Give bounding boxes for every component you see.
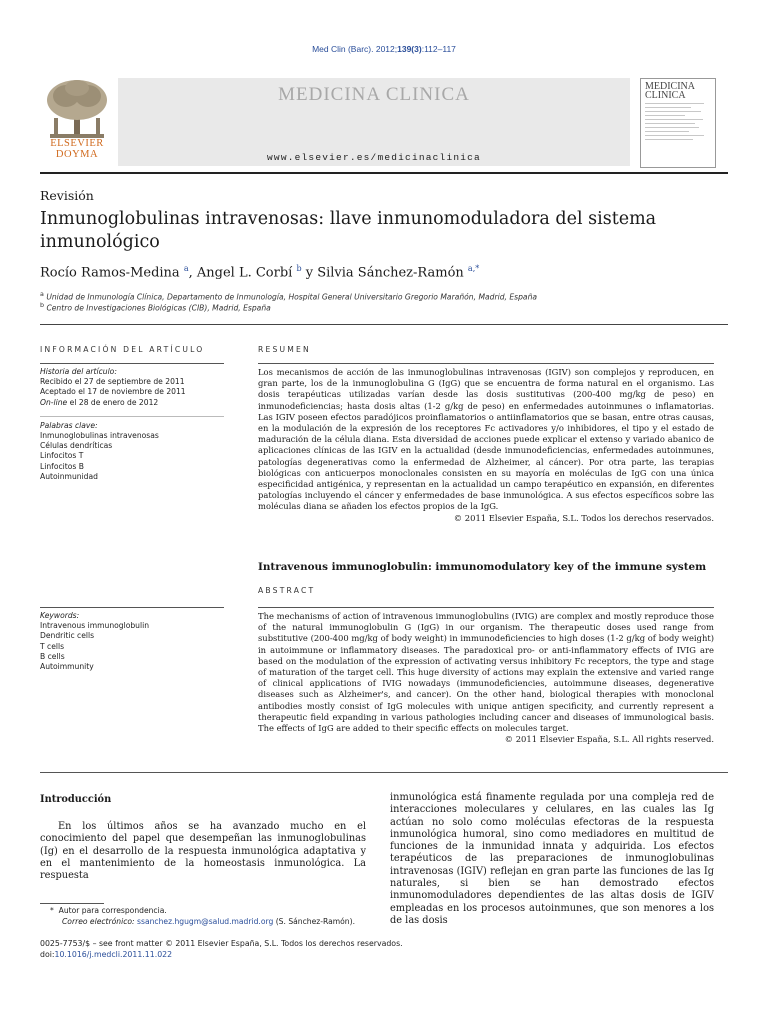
abstract-block [258,607,714,745]
history-label: Historia del artículo: [40,367,117,376]
journal-url-link[interactable]: www.elsevier.es/medicinaclinica [267,152,481,163]
introduction-heading: Introducción [40,794,112,805]
accepted-date: Aceptado el 17 de noviembre de 2011 [40,387,186,397]
doi-link[interactable]: 10.1016/j.medcli.2011.11.022 [54,950,173,959]
keywords-en-label: Keywords: [40,611,80,620]
abstract-copyright: © 2011 Elsevier España, S.L. All rights reserved. [504,734,714,745]
received-date: Recibido el 27 de septiembre de 2011 [40,377,185,387]
keywords-es-label: Palabras clave: [40,420,98,430]
article-history [40,363,224,482]
publisher-name: ELSEVIER DOYMA [50,138,104,160]
abstract-rule [40,772,728,773]
keyword-item: Autoimmunity [40,662,94,672]
resumen-text: Los mecanismos de acción de las inmunoglobulinas intravenosas (IGIV) son complejos y reproducen, en gran parte, los de la inmunoglobulina G (IgG) que se encuentra de forma natural en el organismo. Las dosis terapéuticas utilizadas varían desde las dosis sustitutivas (200-400 mg/kg de peso) en inmunodeficiencias; hasta dosis altas (1-2 g/kg de peso) en enfermedades autoinmunes o inflamatorias. Las IGIV poseen efectos paradójicos proinflamatorios o antiinflamatorios que se basan, entre otras causas, en la modulación de la expresión de los receptores Fc activadores y/o inhibidores, el tipo y el estado de maduración de la célula diana. Esta diversidad de acciones puede explicar el extenso y variado abanico de aplicaciones clínicas de las IGIV en la actualidad (desde inmunodeficiencias, enfermedades autoinmunes, patologías degenerativas como la enfermedad de Alzheimer, al cáncer). Por otra parte, las terapias biológicas con anticuerpos monoclonales consisten en su mayoría en moléculas de IgG con una única especificidad antigénica, y representan en la actualidad un campo terapéutico en expansión, en diferentes patologías incluyendo el cáncer y enfermedades de base inmunológica. A sus efectos específicos sobre las moléculas diana se añaden los efectos propios de la IgG. [258,367,714,512]
author-2: Angel L. Corbí [196,265,293,281]
english-title: Intravenous immunoglobulin: immunomodulatory key of the immune system [258,561,707,573]
author-2-affil-link[interactable]: b [296,264,302,273]
online-date: On-line el 28 de enero de 2012 [40,397,159,407]
author-3: Silvia Sánchez-Ramón [317,265,464,281]
journal-cover-thumbnail [640,78,716,168]
title-rule [40,324,728,325]
cover-text-lines [645,103,711,140]
keywords-en-box [40,607,224,672]
resumen-copyright: © 2011 Elsevier España, S.L. Todos los derechos reservados. [453,512,714,523]
keywords-es-list [40,431,224,482]
article-type: Revisión [40,188,94,203]
author-1: Rocío Ramos-Medina [40,265,180,281]
keywords-en-list [40,621,224,672]
article-title: Inmunoglobulinas intravenosas: llave inmunomoduladora del sistema inmunológico [40,209,657,252]
author-1-affil-link[interactable]: a [183,264,189,273]
keyword-item: Autoinmunidad [40,471,98,481]
resumen-heading: RESUMEN [258,345,311,354]
email-link[interactable]: ssanchez.hgugm@salud.madrid.org [137,917,274,926]
keyword-item: B cells [40,651,65,661]
header-rule [40,172,728,174]
keyword-item: Inmunoglobulinas intravenosas [40,431,159,441]
affiliation-a: $^a$ Unidad de Inmunología Clínica, Departamento de Inmunología, Hospital General Universitario Gregorio Marañón, Madrid, España [40,291,538,302]
author-list: Rocío Ramos-Medina $^a$, Angel L. Corbí $^b$ y Silvia Sánchez-Ramón $^{a,*}$ [40,264,480,281]
corresponding-author-note: * Autor para correspondencia. [50,906,167,915]
issn-line: 0025-7753/$ – see front matter © 2011 Elsevier España, S.L. Todos los derechos reservados. [40,939,403,948]
cover-title: MEDICINA CLINICA [645,81,695,101]
footnote-rule [40,903,104,904]
keyword-item: Células dendríticas [40,441,113,451]
abstract-heading: ABSTRACT [258,586,316,595]
keyword-item: Linfocitos T [40,451,84,461]
journal-masthead: MEDICINA CLINICA [278,84,470,105]
body-left-column: En los últimos años se ha avanzado mucho en el conocimiento del papel que desempeñan las inmunoglobulinas (Ig) en el desarrollo de la respuesta inmunológica adaptativa y en el mantenimiento de la homeostasis inmunológica. La respuesta [40,821,366,882]
keyword-item: Linfocitos B [40,461,84,471]
author-3-affil-link[interactable]: a,* [467,264,480,273]
journal-citation[interactable]: Med Clin (Barc). 2012;139(3):112–117 [312,44,456,54]
tree-icon [40,78,114,140]
doi-line: doi:10.1016/j.medcli.2011.11.022 [40,950,173,959]
article-info-heading: INFORMACIÓN DEL ARTÍCULO [40,345,205,354]
keyword-item: Intravenous immunoglobulin [40,621,150,631]
affiliation-b: $^b$ Centro de Investigaciones Biológicas (CIB), Madrid, España [40,302,271,313]
resumen-block [258,363,714,524]
body-right-column: inmunológica está finamente regulada por una compleja red de interacciones moleculares y celulares, en las cuales las Ig actúan no solo como moléculas efectoras de la respuesta inmunológica humoral, sino como mediadores en multitud de funciones de la inmunidad innata y adquirida. Los efectos terapéuticos de las preparaciones de inmunoglobulinas intravenosas (IGIV) reflejan en gran parte las funciones de las Ig naturales, si bien se han demostrado efectos inmunomoduladores dependientes de las altas dosis de IGIV empleadas en los procesos autoinmunes, que son menores a los de las dosis [390,792,714,926]
abstract-text: The mechanisms of action of intravenous immunoglobulins (IVIG) are complex and mostly reproduce those of the natural immunoglobulin G (IgG) in our organism. The therapeutic doses used range from substitutive (200-400 mg/kg of body weight) in immunodeficiencies to high doses (1-2 g/kg of body weight) in autoimmune or inflammatory diseases. The paradoxical pro- or anti-inflammatory effects of IVIG are based on the modulation of the expression of activating versus inhibitory Fc receptors, the type and stage of maturation of the target cell. This huge diversity of actions may explain the extensive and varied range of clinical applications of IVIG nowadays (immunodeficiencies, autoimmune diseases, degenerative diseases such as Alzheimer's, and cancer). On the other hand, biological therapies with monoclonal antibodies mostly consist of IgG molecules with unique antigen specificity, and currently represent a therapeutic field expanding in various pathologies including cancer and diseases of immunological basis. The effects of IgG are added to their specific effects on molecules target. [258,611,714,734]
keyword-item: Dendritic cells [40,631,95,641]
email-note: Correo electrónico: ssanchez.hgugm@salud.madrid.org (S. Sánchez-Ramón). [62,917,355,926]
keyword-item: T cells [40,641,65,651]
